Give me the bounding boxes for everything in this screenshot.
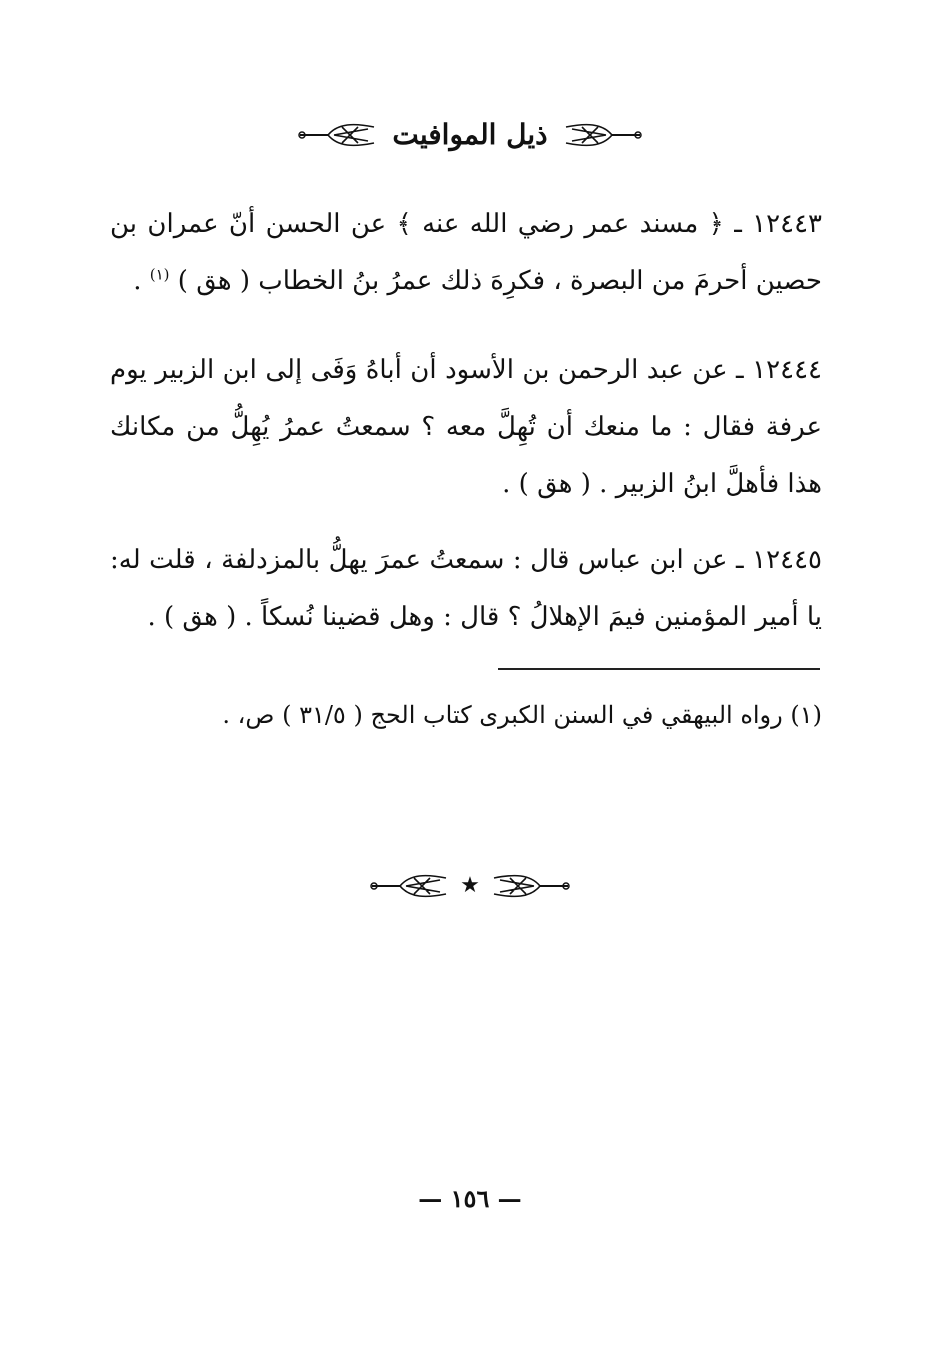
right-ornament-icon (562, 121, 642, 149)
right-ornament-icon (490, 872, 570, 900)
page-number: — ١٥٦ — (418, 1184, 522, 1213)
page-title: ذيل الموافيت (392, 118, 548, 151)
hadith-entry-12444 (110, 342, 822, 513)
star-icon: ★ (460, 873, 480, 898)
footnote (150, 688, 822, 742)
hadith-entry-12445 (110, 532, 822, 646)
closing-ornament (0, 872, 940, 900)
hadith-entry-12443 (110, 196, 822, 310)
entry-text: ١٢٤٤٤ ـ عن عبد الرحمن بن الأسود أن أباهُ وَفَى إلى ابن الزبير يوم عرفة فقال : ما منعك أن تُهِلَّ معه ؟ سمعتُ عمرُ يُهِلُّ من مكانك هذا فأهلَّ ابنُ الزبير . ( هق ) . (110, 355, 822, 499)
entry-text: ١٢٤٤٣ ـ ﴿ مسند عمر رضي الله عنه ﴾ عن الحسن أنّ عمران بن حصين أحرمَ من البصرة ، فكرِهَ ذلك عمرُ بنُ الخطاب ( هق ) (110, 209, 822, 296)
left-ornament-icon (370, 872, 450, 900)
left-ornament-icon (298, 121, 378, 149)
footnote-text: (١) رواه البيهقي في السنن الكبرى كتاب الحج ( ٣١/٥ ) ص، . (222, 701, 822, 729)
footnote-divider (498, 668, 820, 670)
footnote-marker[interactable]: (١) (149, 265, 170, 284)
page-header (0, 118, 940, 151)
entry-text-end: . (133, 266, 142, 296)
entry-text: ١٢٤٤٥ ـ عن ابن عباس قال : سمعتُ عمرَ يهلُّ بالمزدلفة ، قلت له: يا أمير المؤمنين فيمَ الإهلالُ ؟ قال : وهل قضينا نُسكاً . ( هق ) . (110, 545, 822, 632)
